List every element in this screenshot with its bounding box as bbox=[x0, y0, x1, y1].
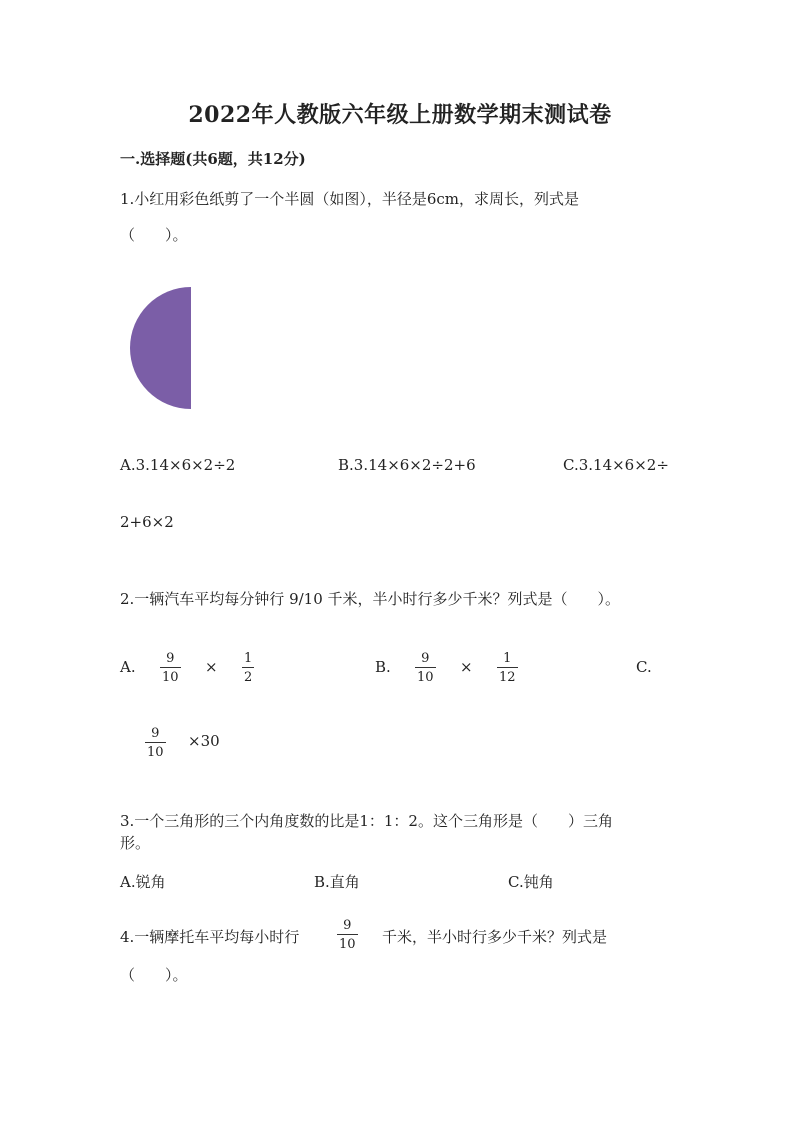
q2-option-c-rest: ×30 bbox=[188, 732, 220, 750]
semicircle-shape bbox=[130, 287, 191, 409]
q2-option-a-label[interactable]: A. bbox=[120, 658, 136, 676]
q3-option-b[interactable]: B.直角 bbox=[314, 873, 360, 891]
fraction-denominator: 10 bbox=[162, 670, 179, 685]
fraction-denominator: 10 bbox=[417, 670, 434, 685]
fraction-numerator: 9 bbox=[166, 651, 175, 666]
fraction-numerator: 9 bbox=[343, 918, 352, 933]
q1-option-b[interactable]: B.3.14×6×2÷2+6 bbox=[338, 456, 476, 474]
q3-option-a[interactable]: A.锐角 bbox=[120, 873, 166, 891]
fraction-numerator: 1 bbox=[503, 651, 512, 666]
q2-option-c-fraction bbox=[145, 727, 166, 759]
q4-stem-line2: （ ）。 bbox=[120, 966, 188, 984]
q3-option-c[interactable]: C.钝角 bbox=[508, 873, 554, 891]
fraction-denominator: 10 bbox=[147, 745, 164, 760]
q1-option-a[interactable]: A.3.14×6×2÷2 bbox=[120, 456, 236, 474]
q1-option-c[interactable]: C.3.14×6×2÷ bbox=[563, 456, 669, 474]
q2-option-c-label[interactable]: C. bbox=[636, 658, 652, 676]
q3-stem-line1: 3.一个三角形的三个内角度数的比是1：1：2。这个三角形是（ ）三角 bbox=[120, 812, 613, 830]
q2-stem: 2.一辆汽车平均每分钟行 9/10 千米，半小时行多少千米？列式是（ ）。 bbox=[120, 590, 621, 608]
fraction-denominator: 12 bbox=[499, 670, 516, 685]
fraction-numerator: 1 bbox=[244, 651, 253, 666]
q2-option-a-times: × bbox=[205, 658, 218, 676]
fraction-denominator: 10 bbox=[339, 937, 356, 952]
fraction-numerator: 9 bbox=[421, 651, 430, 666]
q1-option-c-continued: 2+6×2 bbox=[120, 513, 174, 531]
semicircle-figure bbox=[128, 285, 194, 411]
page-title: 2022年人教版六年级上册数学期末测试卷 bbox=[188, 102, 612, 128]
q2-option-b-fraction-1 bbox=[415, 652, 436, 684]
q2-option-b-label[interactable]: B. bbox=[375, 658, 391, 676]
fraction-numerator: 9 bbox=[151, 726, 160, 741]
q1-stem-line2: （ ）。 bbox=[120, 226, 188, 244]
q1-stem-line1: 1.小红用彩色纸剪了一个半圆（如图），半径是6cm，求周长，列式是 bbox=[120, 190, 579, 208]
q3-stem-line2: 形。 bbox=[120, 834, 151, 852]
q2-option-b-fraction-2 bbox=[497, 652, 518, 684]
q2-option-b-times: × bbox=[460, 658, 473, 676]
q4-stem-suffix: 千米，半小时行多少千米？列式是 bbox=[382, 928, 608, 946]
q4-stem-prefix: 4.一辆摩托车平均每小时行 bbox=[120, 928, 300, 946]
q2-option-a-fraction-1 bbox=[160, 652, 181, 684]
fraction-denominator: 2 bbox=[244, 670, 253, 685]
section-heading: 一.选择题(共6题，共12分) bbox=[120, 150, 306, 168]
q2-option-a-fraction-2 bbox=[242, 652, 254, 684]
q4-fraction bbox=[337, 919, 358, 951]
